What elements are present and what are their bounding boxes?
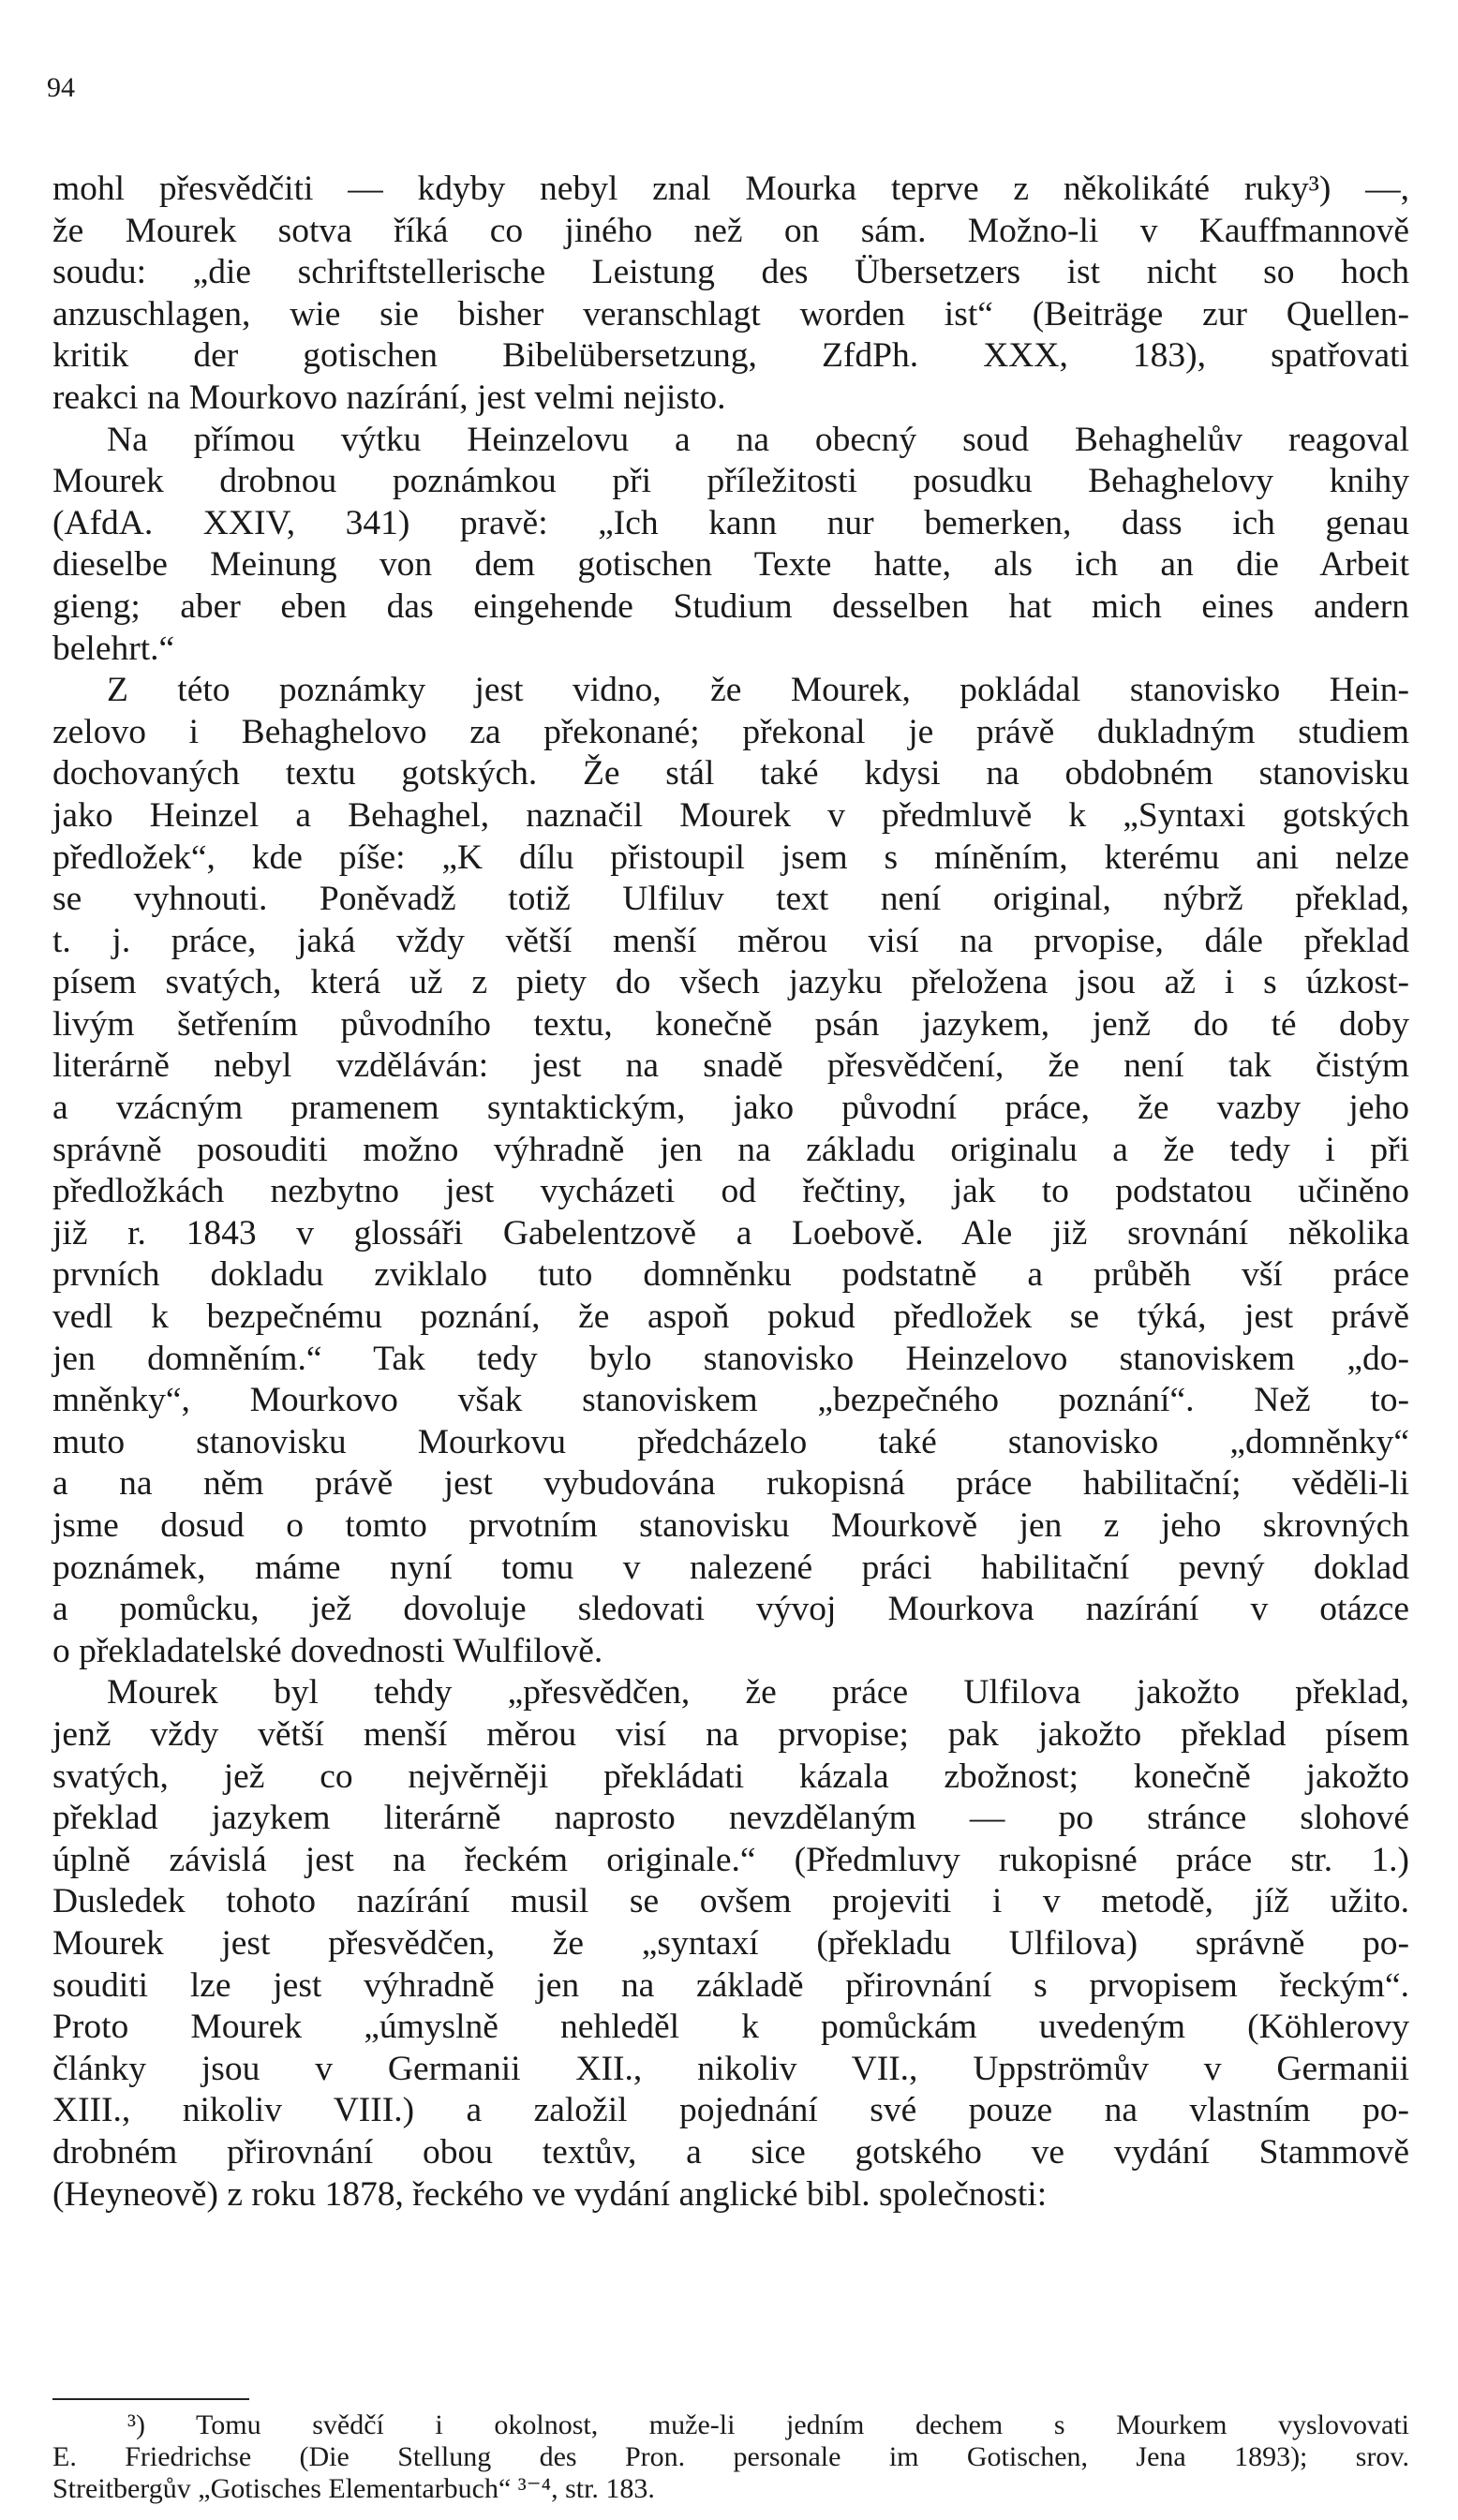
text-line: o překladatelské dovednosti Wulfilově.: [52, 1631, 603, 1670]
text-line: správně posouditi možno výhradně jen na základu originalu a že tedy i při: [52, 1130, 1409, 1169]
text-line: Mourek drobnou poznámkou při příležitosti posudku Behaghelovy knihy: [52, 462, 1409, 501]
text-line: soudu: „die schriftstellerische Leistung des Übersetzers ist nicht so hoch: [52, 253, 1409, 292]
text-line: XIII., nikoliv VIII.) a založil pojednání své pouze na vlastním po-: [52, 2091, 1409, 2130]
text-line: jako Heinzel a Behaghel, naznačil Mourek v předmluvě k „Syntaxi gotských: [52, 795, 1409, 835]
text-line: jen domněním.“ Tak tedy bylo stanovisko Heinzelovo stanoviskem „do-: [52, 1339, 1409, 1378]
text-line: že Mourek sotva říká co jiného než on sám. Možno-li v Kauffmannově: [52, 211, 1409, 250]
text-line: Z této poznámky jest vidno, že Mourek, pokládal stanovisko Hein-: [107, 671, 1409, 710]
footnote-separator: [52, 2398, 249, 2400]
text-line: svatých, jež co nejvěrněji překládati kázala zbožnost; konečně jakožto: [52, 1757, 1409, 1796]
text-line: Proto Mourek „úmyslně nehleděl k pomůckám uvedeným (Köhlerovy: [52, 2008, 1409, 2047]
footnote-line: ³) Tomu svědčí i okolnost, muže-li jedním dechem s Mourkem vyslovovati: [127, 2409, 1409, 2440]
text-line: t. j. práce, jaká vždy větší menší měrou visí na prvopise, dále překlad: [52, 921, 1409, 960]
text-line: předložkách nezbytno jest vycházeti od řečtiny, jak to podstatou učiněno: [52, 1172, 1409, 1211]
text-line: reakci na Mourkovo nazírání, jest velmi nejisto.: [52, 378, 726, 417]
text-line: prvních dokladu zviklalo tuto domněnku podstatně a průběh vší práce: [52, 1255, 1409, 1295]
text-line: belehrt.“: [52, 629, 175, 668]
text-line: vedl k bezpečnému poznání, že aspoň pokud předložek se týká, jest právě: [52, 1297, 1409, 1337]
text-line: jenž vždy větší menší měrou visí na prvopise; pak jakožto překlad písem: [52, 1714, 1409, 1754]
body-text: [52, 169, 1409, 2216]
page-number: 94: [47, 72, 75, 103]
text-line: souditi lze jest výhradně jen na základě přirovnání s prvopisem řeckým“.: [52, 1965, 1409, 2005]
text-line: dieselbe Meinung von dem gotischen Texte hatte, als ich an die Arbeit: [52, 545, 1409, 585]
text-line: články jsou v Germanii XII., nikoliv VII., Uppströmův v Germanii: [52, 2049, 1409, 2088]
text-line: literárně nebyl vzděláván: jest na snadě přesvědčení, že není tak čistým: [52, 1046, 1409, 1086]
text-line: muto stanovisku Mourkovu předcházelo také stanovisko „domněnky“: [52, 1422, 1409, 1461]
text-line: kritik der gotischen Bibelübersetzung, ZfdPh. XXX, 183), spatřovati: [52, 336, 1409, 376]
text-line: zelovo i Behaghelovo za překonané; překonal je právě dukladným studiem: [52, 712, 1409, 751]
text-line: Na přímou výtku Heinzelovu a na obecný soud Behaghelův reagoval: [107, 420, 1409, 459]
text-line: a vzácným pramenem syntaktickým, jako původní práce, že vazby jeho: [52, 1089, 1409, 1128]
text-line: a na něm právě jest vybudována rukopisná práce habilitační; věděli-li: [52, 1464, 1409, 1504]
text-line: úplně závislá jest na řeckém originale.“ (Předmluvy rukopisné práce str. 1.): [52, 1840, 1409, 1879]
text-line: livým šetřením původního textu, konečně psán jazykem, jenž do té doby: [52, 1004, 1409, 1044]
footnote-line: E. Friedrichse (Die Stellung des Pron. personale im Gotischen, Jena 1893); srov.: [52, 2441, 1409, 2472]
text-line: anzuschlagen, wie sie bisher veranschlagt worden ist“ (Beiträge zur Quellen-: [52, 294, 1409, 334]
text-line: (Heyneově) z roku 1878, řeckého ve vydání anglické bibl. společnosti:: [52, 2174, 1048, 2214]
text-line: drobném přirovnání obou textův, a sice gotského ve vydání Stammově: [52, 2132, 1409, 2172]
text-line: Dusledek tohoto nazírání musil se ovšem projeviti i v metodě, jíž užito.: [52, 1882, 1409, 1921]
text-line: (AfdA. XXIV, 341) pravě: „Ich kann nur bemerken, dass ich genau: [52, 503, 1409, 542]
text-line: a pomůcku, jež dovoluje sledovati vývoj Mourkova nazírání v otázce: [52, 1590, 1409, 1629]
text-line: mněnky“, Mourkovo však stanoviskem „bezpečného poznání“. Než to-: [52, 1381, 1409, 1420]
text-line: se vyhnouti. Poněvadž totiž Ulfiluv text není original, nýbrž překlad,: [52, 880, 1409, 919]
text-line: písem svatých, která už z piety do všech jazyku přeložena jsou až i s úzkost-: [52, 963, 1409, 1002]
text-line: Mourek jest přesvědčen, že „syntaxí (překladu Ulfilova) správně po-: [52, 1923, 1409, 1963]
text-line: již r. 1843 v glossáři Gabelentzově a Loebově. Ale již srovnání několika: [52, 1213, 1409, 1253]
footnote-line: Streitbergův „Gotisches Elementarbuch“ ³⁻⁴, str. 183.: [52, 2473, 655, 2504]
text-line: gieng; aber eben das eingehende Studium desselben hat mich eines andern: [52, 586, 1409, 626]
text-line: Mourek byl tehdy „přesvědčen, že práce Ulfilova jakožto překlad,: [107, 1673, 1409, 1712]
text-line: dochovaných textu gotských. Že stál také kdysi na obdobném stanovisku: [52, 754, 1409, 793]
text-line: mohl přesvědčiti — kdyby nebyl znal Mourka teprve z několikáté ruky³) —,: [52, 170, 1409, 208]
text-line: jsme dosud o tomto prvotním stanovisku Mourkově jen z jeho skrovných: [52, 1506, 1409, 1545]
footnotes: [52, 2409, 1409, 2505]
text-line: poznámek, máme nyní tomu v nalezené práci habilitační pevný doklad: [52, 1548, 1409, 1587]
text-line: překlad jazykem literárně naprosto nevzdělaným — po stránce slohové: [52, 1799, 1409, 1838]
text-line: předložek“, kde píše: „K dílu přistoupil jsem s míněním, kterému ani nelze: [52, 838, 1409, 877]
